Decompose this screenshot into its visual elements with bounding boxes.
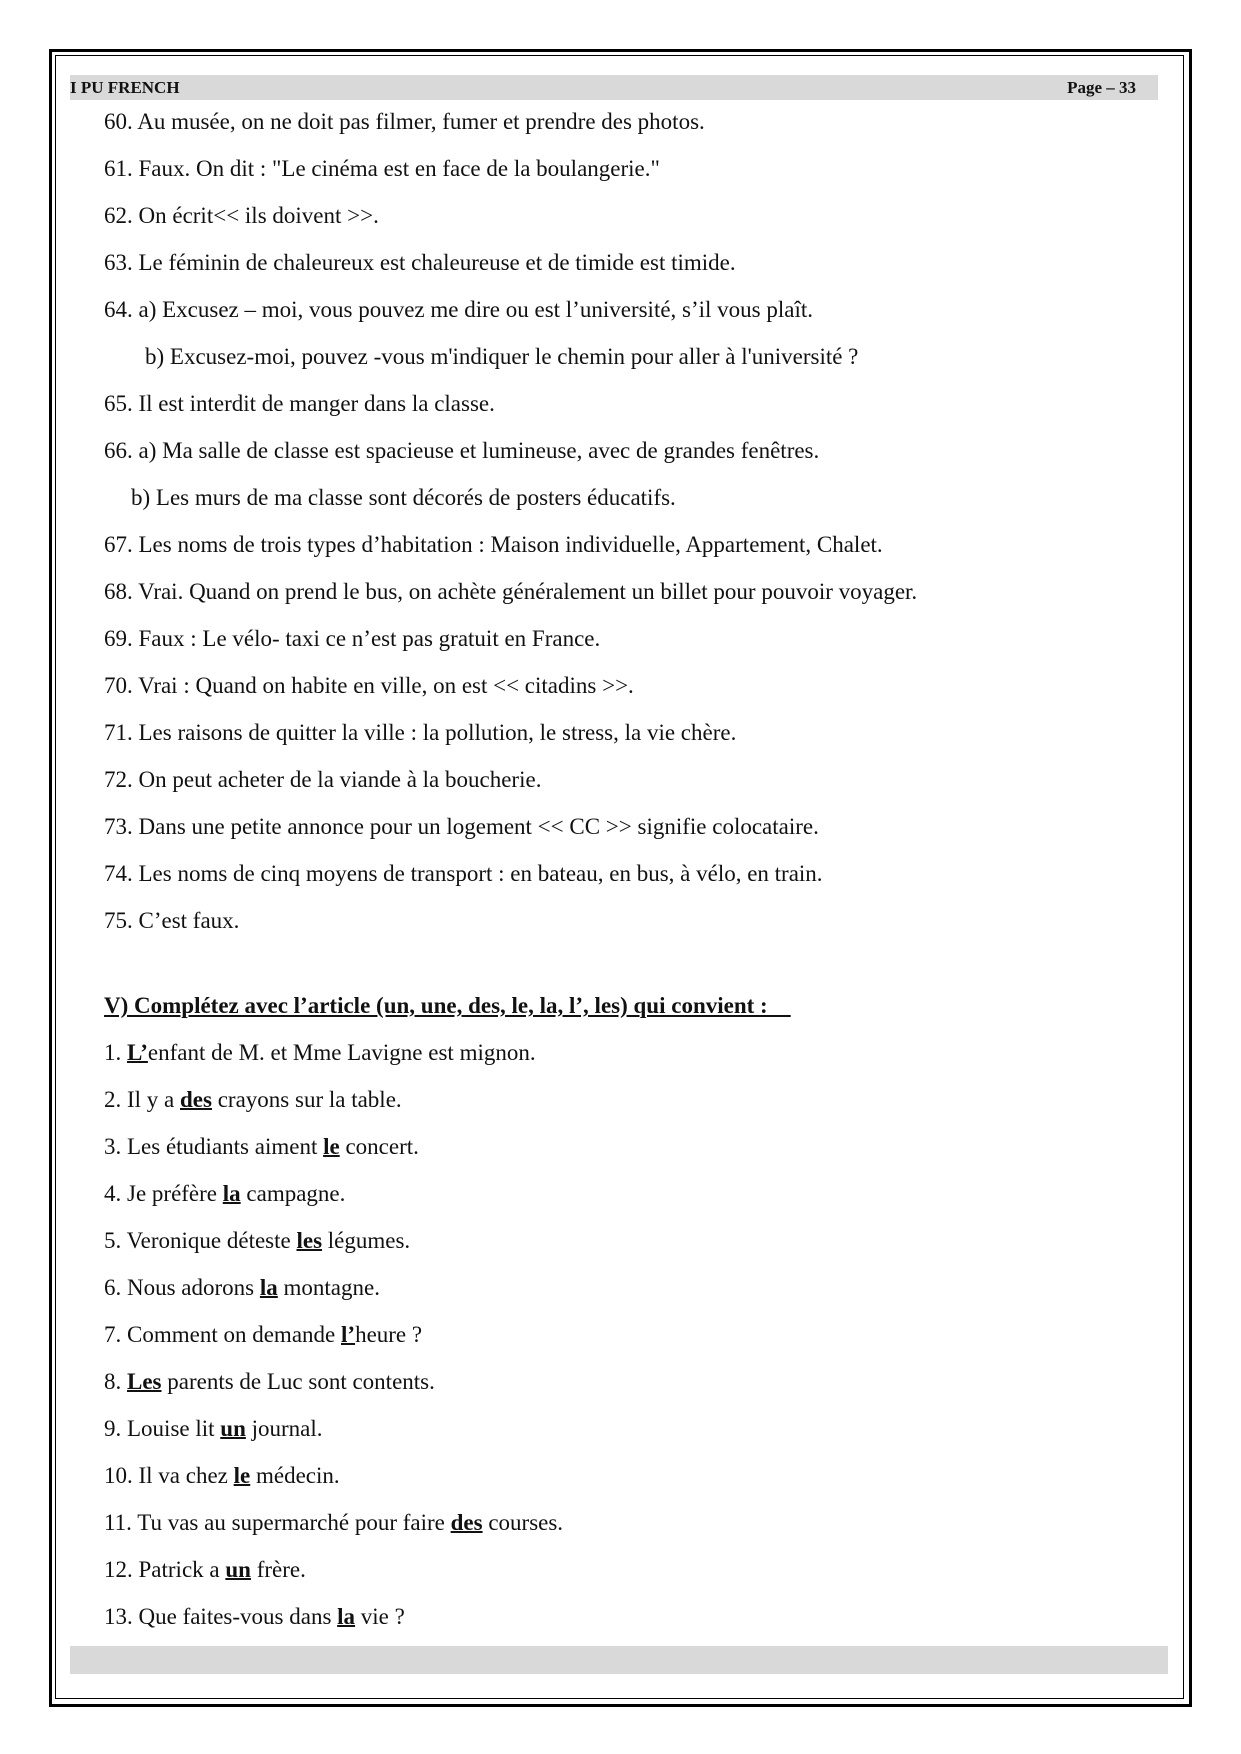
exercise-text: campagne.: [240, 1181, 346, 1206]
answer-item: b) Les murs de ma classe sont décorés de posters éducatifs.: [131, 485, 676, 510]
exercise-answer: des: [180, 1087, 212, 1112]
exercise-answer: des: [450, 1510, 483, 1535]
answer-item: 73. Dans une petite annonce pour un logement << CC >> signifie colocataire.: [104, 814, 819, 839]
exercise-text: 9. Louise lit: [104, 1416, 221, 1441]
exercise-answer: l’: [341, 1322, 356, 1347]
content: [104, 98, 1164, 1640]
answer-list: [104, 98, 1164, 944]
exercise-item: [104, 1076, 1164, 1123]
exercise-item: [104, 1170, 1164, 1217]
exercise-text: 3. Les étudiants aiment: [104, 1134, 324, 1159]
exercise-text: 11. Tu vas au supermarché pour faire: [104, 1510, 451, 1535]
exercise-text: courses.: [482, 1510, 564, 1535]
answer-item: 74. Les noms de cinq moyens de transport : en bateau, en bus, à vélo, en train.: [104, 861, 823, 886]
exercise-text: parents de Luc sont contents.: [161, 1369, 435, 1394]
exercise-text: 6. Nous adorons: [104, 1275, 260, 1300]
exercise-item: [104, 1452, 1164, 1499]
exercise-text: 1.: [104, 1040, 127, 1065]
course-title: I PU FRENCH: [70, 78, 180, 97]
footer-bar: [70, 1646, 1168, 1674]
exercise-text: concert.: [339, 1134, 419, 1159]
exercise-item: [104, 1358, 1164, 1405]
exercise-item: [104, 1546, 1164, 1593]
section-heading: V) Complétez avec l’article (un, une, des, le, la, l’, les) qui convient :: [104, 993, 791, 1018]
exercise-answer: le: [323, 1134, 340, 1159]
answer-item: 66. a) Ma salle de classe est spacieuse et lumineuse, avec de grandes fenêtres.: [104, 438, 820, 463]
answer-item: 72. On peut acheter de la viande à la boucherie.: [104, 767, 542, 792]
answer-item: 62. On écrit<< ils doivent >>.: [104, 203, 379, 228]
exercise-item: [104, 1123, 1164, 1170]
exercise-text: vie ?: [355, 1604, 405, 1629]
exercise-answer: un: [220, 1416, 246, 1441]
header-bar: [70, 75, 1158, 100]
answer-item: 63. Le féminin de chaleureux est chaleureuse et de timide est timide.: [104, 250, 736, 275]
answer-item: 67. Les noms de trois types d’habitation : Maison individuelle, Appartement, Chalet.: [104, 532, 883, 557]
exercise-text: crayons sur la table.: [211, 1087, 402, 1112]
answer-item: b) Excusez-moi, pouvez -vous m'indiquer le chemin pour aller à l'université ?: [145, 344, 859, 369]
exercise-item: [104, 1593, 1164, 1640]
exercise-item: [104, 1264, 1164, 1311]
exercise-text: 13. Que faites-vous dans: [104, 1604, 338, 1629]
exercise-item: [104, 1217, 1164, 1264]
exercise-answer: L’: [127, 1040, 148, 1065]
answer-item: 70. Vrai : Quand on habite en ville, on est << citadins >>.: [104, 673, 634, 698]
exercise-text: médecin.: [250, 1463, 340, 1488]
exercise-text: frère.: [250, 1557, 306, 1582]
exercise-list: [104, 1029, 1164, 1640]
exercise-text: enfant de M. et Mme Lavigne est mignon.: [147, 1040, 536, 1065]
exercise-text: 4. Je préfère: [104, 1181, 223, 1206]
exercise-answer: le: [233, 1463, 251, 1488]
answer-item: 68. Vrai. Quand on prend le bus, on achète généralement un billet pour pouvoir voyager.: [104, 579, 918, 604]
exercise-text: 2. Il y a: [104, 1087, 181, 1112]
exercise-answer: Les: [127, 1369, 162, 1394]
answer-item: 65. Il est interdit de manger dans la classe.: [104, 391, 495, 416]
exercise-item: [104, 1029, 1164, 1076]
exercise-answer: la: [337, 1604, 356, 1629]
exercise-item: [104, 1311, 1164, 1358]
exercise-text: légumes.: [322, 1228, 411, 1253]
exercise-text: 5. Veronique déteste: [104, 1228, 297, 1253]
exercise-item: [104, 1499, 1164, 1546]
exercise-text: 10. Il va chez: [104, 1463, 234, 1488]
exercise-answer: les: [296, 1228, 323, 1253]
exercise-answer: un: [225, 1557, 251, 1582]
exercise-text: heure ?: [355, 1322, 423, 1347]
answer-item: 71. Les raisons de quitter la ville : la pollution, le stress, la vie chère.: [104, 720, 737, 745]
exercise-text: 7. Comment on demande: [104, 1322, 341, 1347]
exercise-answer: la: [222, 1181, 241, 1206]
page-number: Page – 33: [1067, 78, 1136, 97]
answer-item: 69. Faux : Le vélo- taxi ce n’est pas gratuit en France.: [104, 626, 601, 651]
exercise-item: [104, 1405, 1164, 1452]
answer-item: 60. Au musée, on ne doit pas filmer, fumer et prendre des photos.: [104, 109, 705, 134]
answer-item: 64. a) Excusez – moi, vous pouvez me dire ou est l’université, s’il vous plaît.: [104, 297, 814, 322]
exercise-text: journal.: [245, 1416, 323, 1441]
answer-item: 61. Faux. On dit : "Le cinéma est en face de la boulangerie.": [104, 156, 660, 181]
exercise-text: montagne.: [277, 1275, 380, 1300]
exercise-text: 12. Patrick a: [104, 1557, 226, 1582]
answer-item: 75. C’est faux.: [104, 908, 240, 933]
exercise-answer: la: [259, 1275, 278, 1300]
exercise-text: 8.: [104, 1369, 127, 1394]
